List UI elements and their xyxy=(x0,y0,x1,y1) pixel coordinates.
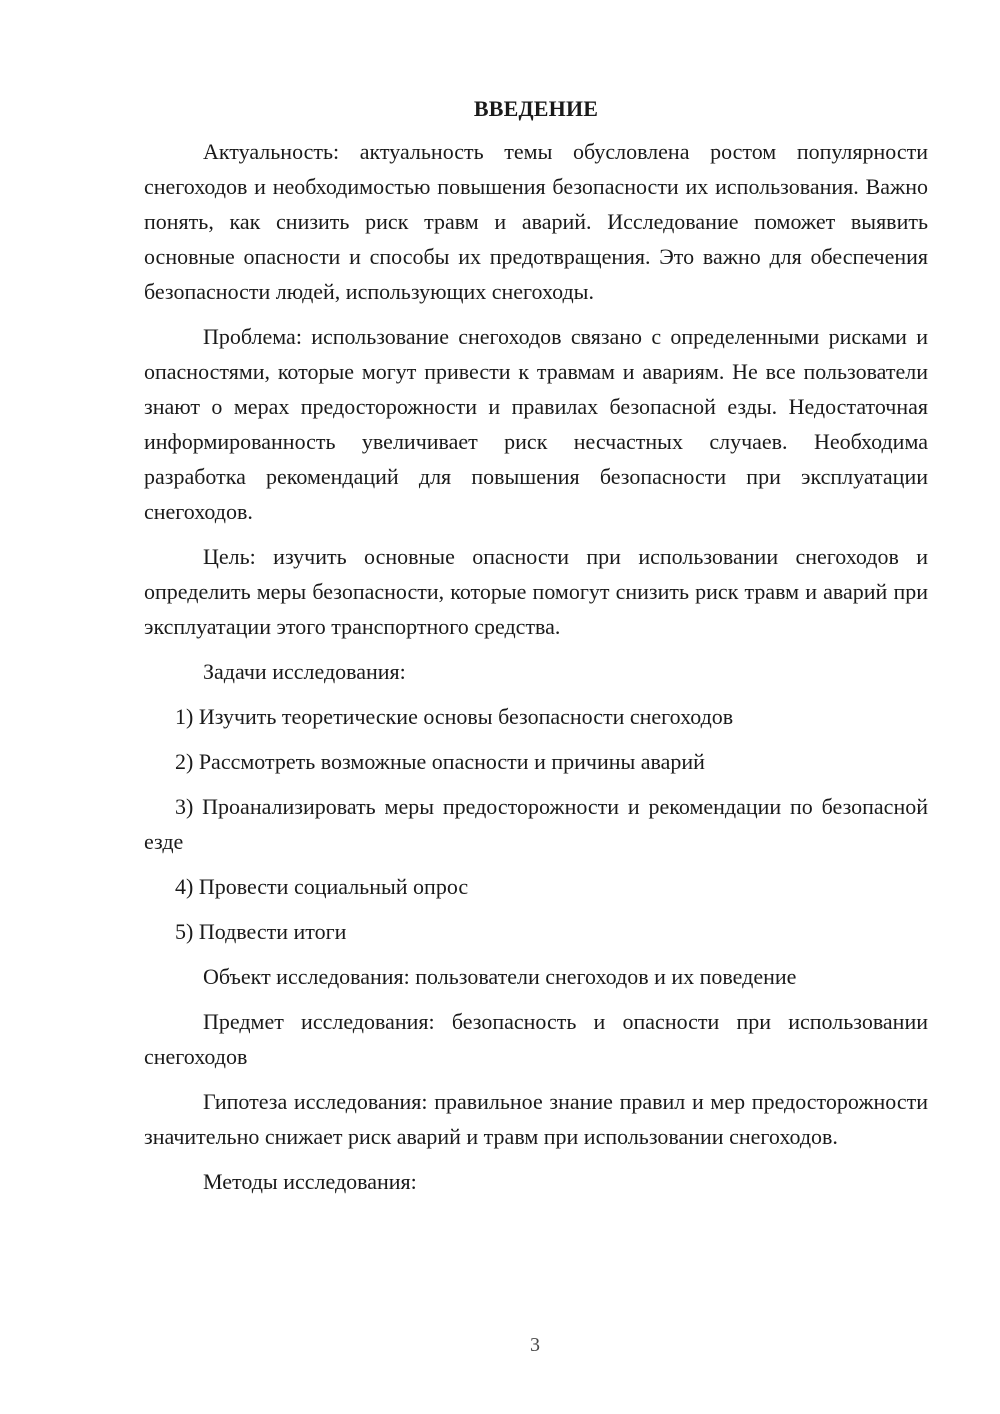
page-content xyxy=(144,92,928,1209)
subject-paragraph: Предмет исследования: безопасность и опасности при использовании снегоходов xyxy=(144,1009,928,1069)
problem-paragraph: Проблема: использование снегоходов связано с определенными рисками и опасностями, которые могут привести к травмам и авариям. Не все пользователи знают о мерах предосторожности и правилах безопасной езды. Недостаточная информированность увеличивает риск несчастных случаев. Необходима разработка рекомендаций для повышения безопасности при эксплуатации снегоходов. xyxy=(144,324,928,524)
object-paragraph: Объект исследования: пользователи снегоходов и их поведение xyxy=(203,964,797,989)
task-item-1: 1) Изучить теоретические основы безопасности снегоходов xyxy=(175,704,734,729)
relevance-paragraph: Актуальность: актуальность темы обусловлена ростом популярности снегоходов и необходимостью повышения безопасности их использования. Важно понять, как снизить риск травм и аварий. Исследование поможет выявить основные опасности и способы их предотвращения. Это важно для обеспечения безопасности людей, использующих снегоходы. xyxy=(144,139,928,304)
task-item-5: 5) Подвести итоги xyxy=(175,919,347,944)
task-item-3: 3) Проанализировать меры предосторожности и рекомендации по безопасной езде xyxy=(144,794,928,854)
page-number: 3 xyxy=(530,1334,540,1356)
methods-title: Методы исследования: xyxy=(203,1169,417,1194)
tasks-title: Задачи исследования: xyxy=(203,659,406,684)
goal-paragraph: Цель: изучить основные опасности при использовании снегоходов и определить меры безопасности, которые помогут снизить риск травм и аварий при эксплуатации этого транспортного средства. xyxy=(144,544,928,639)
hypothesis-paragraph: Гипотеза исследования: правильное знание правил и мер предосторожности значительно снижает риск аварий и травм при использовании снегоходов. xyxy=(144,1089,928,1149)
section-heading: ВВЕДЕНИЕ xyxy=(473,96,599,121)
task-item-2: 2) Рассмотреть возможные опасности и причины аварий xyxy=(175,749,705,774)
task-item-4: 4) Провести социальный опрос xyxy=(175,874,469,899)
